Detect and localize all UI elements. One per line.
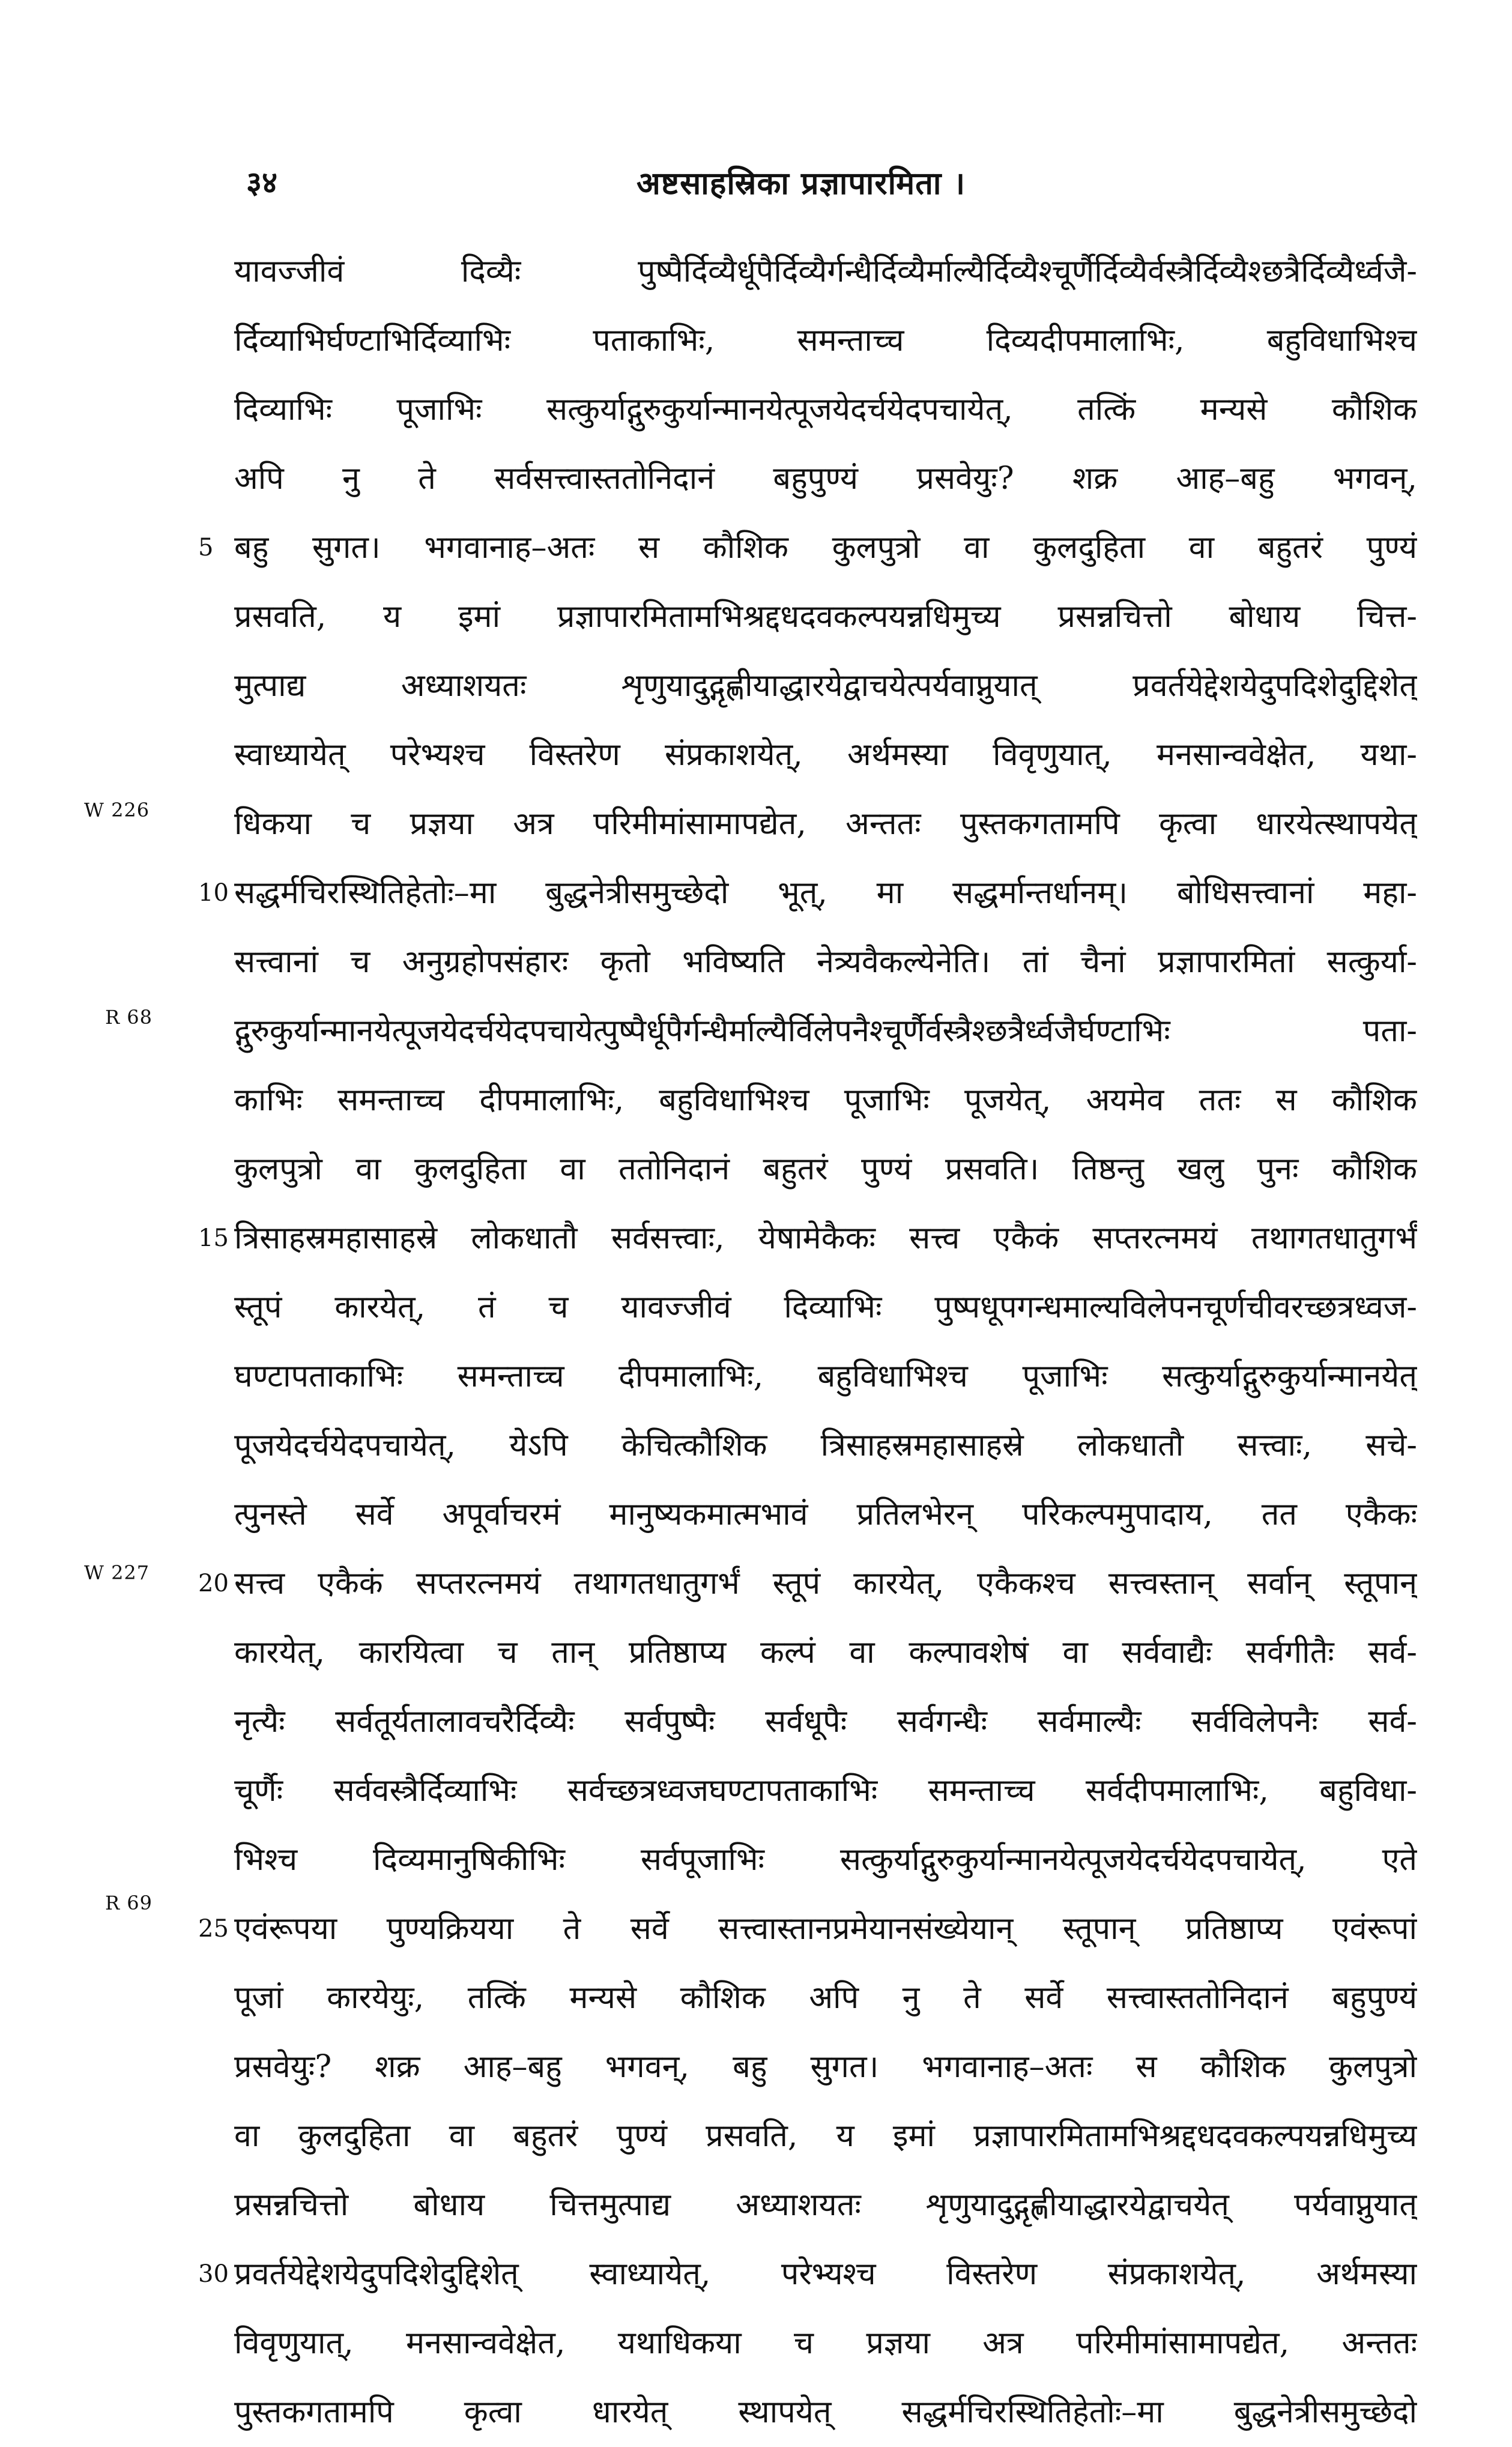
- line-text: घण्टापताकाभिः समन्ताच्च दीपमालाभिः, बहुविधाभिश्च पूजाभिः सत्कुर्याद्गुरुकुर्यान्मानयेत्: [234, 1358, 1417, 1394]
- running-title: अष्टसाहस्रिका प्रज्ञापारमिता ।: [637, 165, 966, 202]
- text-line: [234, 721, 1417, 790]
- text-line: [198, 859, 1417, 928]
- text-line: [234, 652, 1417, 721]
- line-text: पुस्तकगतामपि कृत्वा धारयेत् स्थापयेत् सद्धर्मचिरस्थितिहेतोः–मा बुद्धनेत्रीसमुच्छेदो: [234, 2394, 1417, 2430]
- text-line: [234, 444, 1417, 513]
- line-number: 25: [198, 1915, 229, 1943]
- line-text: बहु सुगत। भगवानाह–अतः स कौशिक कुलपुत्रो वा कुलदुहिता वा बहुतरं पुण्यं: [234, 530, 1417, 566]
- line-text: कुलपुत्रो वा कुलदुहिता वा ततोनिदानं बहुतरं पुण्यं प्रसवति। तिष्ठन्तु खलु पुनः कौशिक: [234, 1151, 1417, 1187]
- text-line: [234, 1618, 1417, 1687]
- text-line: [234, 1964, 1417, 2033]
- text-line: [234, 237, 1417, 306]
- margin-ref-w226: W 226: [84, 799, 150, 821]
- body-text: [198, 237, 1417, 2447]
- text-line: [234, 790, 1417, 859]
- line-text: नृत्यैः सर्वतूर्यतालावचरैर्दिव्यैः सर्वपुष्पैः सर्वधूपैः सर्वगन्धैः सर्वमाल्यैः सर्वविलेपनैः सर्व-: [234, 1704, 1417, 1740]
- text-line: [234, 2309, 1417, 2378]
- line-text: काभिः समन्ताच्च दीपमालाभिः, बहुविधाभिश्च पूजाभिः पूजयेत्, अयमेव ततः स कौशिक: [234, 1082, 1417, 1118]
- text-line: [234, 2102, 1417, 2171]
- line-text: धिकया च प्रज्ञया अत्र परिमीमांसामापद्येत, अन्ततः पुस्तकगतामपि कृत्वा धारयेत्स्थापयेत्: [234, 806, 1417, 842]
- text-line: [234, 1135, 1417, 1204]
- line-text: चूर्णैः सर्ववस्त्रैर्दिव्याभिः सर्वच्छत्रध्वजघण्टापताकाभिः समन्ताच्च सर्वदीपमालाभिः, बहुविधा-: [234, 1773, 1417, 1809]
- line-text: विवृणुयात्, मनसान्ववेक्षेत, यथाधिकया च प्रज्ञया अत्र परिमीमांसामापद्येत, अन्ततः: [234, 2325, 1417, 2361]
- line-text: द्गुरुकुर्यान्मानयेत्पूजयेदर्चयेदपचायेत्पुष्पैर्धूपैर्गन्धैर्माल्यैर्विलेपनैश्चूर्णैर्वस्त्रैश्छत्रैर्ध्वजैर्घण्टाभिः पता-: [234, 1013, 1417, 1049]
- line-text: प्रसवेयुः? शक्र आह–बहु भगवन्, बहु सुगत। भगवानाह–अतः स कौशिक कुलपुत्रो: [234, 2049, 1417, 2085]
- line-text: कारयेत्, कारयित्वा च तान् प्रतिष्ठाप्य कल्पं वा कल्पावशेषं वा सर्ववाद्यैः सर्वगीतैः सर्व-: [234, 1635, 1417, 1671]
- text-line: [234, 1756, 1417, 1825]
- text-line: [234, 2033, 1417, 2102]
- text-line: [234, 1825, 1417, 1895]
- line-text: सद्धर्मचिरस्थितिहेतोः–मा बुद्धनेत्रीसमुच्छेदो भूत्, मा सद्धर्मान्तर्धानम्। बोधिसत्त्वानां महा-: [234, 875, 1417, 911]
- text-line: [198, 1895, 1417, 1964]
- line-text: पूजां कारयेयुः, तत्किं मन्यसे कौशिक अपि नु ते सर्वे सत्त्वास्ततोनिदानं बहुपुण्यं: [234, 1980, 1417, 2016]
- text-line: [198, 1204, 1417, 1273]
- line-text: र्दिव्याभिर्घण्टाभिर्दिव्याभिः पताकाभिः, समन्ताच्च दिव्यदीपमालाभिः, बहुविधाभिश्च: [234, 322, 1417, 358]
- line-text: मुत्पाद्य अध्याशयतः शृणुयादुद्गृह्णीयाद्धारयेद्वाचयेत्पर्यवाप्नुयात् प्रवर्तयेद्देशयेदुपदिशेदुद्दिशेत्: [234, 668, 1417, 704]
- text-line: [234, 928, 1417, 997]
- margin-ref-r68: R 68: [105, 1006, 153, 1029]
- line-text: यावज्जीवं दिव्यैः पुष्पैर्दिव्यैर्धूपैर्दिव्यैर्गन्धैर्दिव्यैर्माल्यैर्दिव्यैश्चूर्णैर्दिव्यैर्वस्त्रैर्दिव्यैश्छत्रैर्दिव्यैर्ध्वजै-: [234, 253, 1417, 289]
- text-line: [234, 375, 1417, 444]
- line-text: प्रसवति, य इमां प्रज्ञापारमितामभिश्रद्दधदवकल्पयन्नधिमुच्य प्रसन्नचित्तो बोधाय चित्त-: [234, 599, 1417, 635]
- text-line: [198, 2240, 1417, 2309]
- text-line: [234, 1342, 1417, 1411]
- line-text: वा कुलदुहिता वा बहुतरं पुण्यं प्रसवति, य इमां प्रज्ञापारमितामभिश्रद्दधदवकल्पयन्नधिमुच्य: [234, 2118, 1417, 2154]
- line-text: एवंरूपया पुण्यक्रियया ते सर्वे सत्त्वास्तानप्रमेयानसंख्येयान् स्तूपान् प्रतिष्ठाप्य एवंरूपां: [234, 1911, 1417, 1947]
- text-line: [234, 1687, 1417, 1756]
- line-number: 5: [198, 534, 214, 561]
- line-text: दिव्याभिः पूजाभिः सत्कुर्याद्गुरुकुर्यान्मानयेत्पूजयेदर्चयेदपचायेत्, तत्किं मन्यसे कौशिक: [234, 392, 1417, 428]
- line-text: अपि नु ते सर्वसत्त्वास्ततोनिदानं बहुपुण्यं प्रसवेयुः? शक्र आह–बहु भगवन्,: [234, 461, 1417, 497]
- text-line: [234, 582, 1417, 652]
- text-line: [234, 306, 1417, 375]
- line-number: 15: [198, 1224, 229, 1252]
- text-line: [234, 1411, 1417, 1480]
- line-number: 20: [198, 1570, 229, 1597]
- text-line: [198, 513, 1417, 582]
- line-text: सत्त्वानां च अनुग्रहोपसंहारः कृतो भविष्यति नेत्र्यवैकल्येनेति। तां चैनां प्रज्ञापारमितां सत्कुर्या-: [234, 944, 1417, 980]
- text-line: [234, 997, 1417, 1066]
- line-text: प्रवर्तयेद्देशयेदुपदिशेदुद्दिशेत् स्वाध्यायेत्, परेभ्यश्च विस्तरेण संप्रकाशयेत्, अर्थमस्या: [234, 2256, 1417, 2292]
- line-text: सत्त्व एकैकं सप्तरत्नमयं तथागतधातुगर्भं स्तूपं कारयेत्, एकैकश्च सत्त्वस्तान् सर्वान् स्तूपान्: [234, 1565, 1417, 1602]
- line-text: स्तूपं कारयेत्, तं च यावज्जीवं दिव्याभिः पुष्पधूपगन्धमाल्यविलेपनचूर्णचीवरच्छत्रध्वज-: [234, 1289, 1417, 1325]
- margin-ref-w227: W 227: [84, 1561, 150, 1584]
- text-line: [234, 1273, 1417, 1342]
- margin-ref-r69: R 69: [105, 1892, 153, 1914]
- running-head: [228, 161, 1411, 209]
- line-text: त्पुनस्ते सर्वे अपूर्वाचरमं मानुष्यकमात्मभावं प्रतिलभेरन् परिकल्पमुपादाय, तत एकैकः: [234, 1496, 1417, 1532]
- text-line: [198, 1549, 1417, 1618]
- line-text: भिश्च दिव्यमानुषिकीभिः सर्वपूजाभिः सत्कुर्याद्गुरुकुर्यान्मानयेत्पूजयेदर्चयेदपचायेत्, एते: [234, 1842, 1417, 1878]
- line-text: स्वाध्यायेत् परेभ्यश्च विस्तरेण संप्रकाशयेत्, अर्थमस्या विवृणुयात्, मनसान्ववेक्षेत, यथा-: [234, 737, 1417, 773]
- text-line: [234, 1480, 1417, 1549]
- page-number: ३४: [246, 165, 277, 200]
- line-text: त्रिसाहस्रमहासाहस्रे लोकधातौ सर्वसत्त्वाः, येषामेकैकः सत्त्व एकैकं सप्तरत्नमयं तथागतधातुगर्भं: [234, 1220, 1417, 1256]
- line-text: पूजयेदर्चयेदपचायेत्, येऽपि केचित्कौशिक त्रिसाहस्रमहासाहस्रे लोकधातौ सत्त्वाः, सचे-: [234, 1427, 1417, 1463]
- text-line: [234, 2171, 1417, 2240]
- line-number: 30: [198, 2260, 229, 2288]
- text-line: [234, 2378, 1417, 2447]
- line-number: 10: [198, 879, 229, 907]
- line-text: प्रसन्नचित्तो बोधाय चित्तमुत्पाद्य अध्याशयतः शृणुयादुद्गृह्णीयाद्धारयेद्वाचयेत् पर्यवाप्नुयात्: [234, 2187, 1417, 2223]
- text-line: [234, 1066, 1417, 1135]
